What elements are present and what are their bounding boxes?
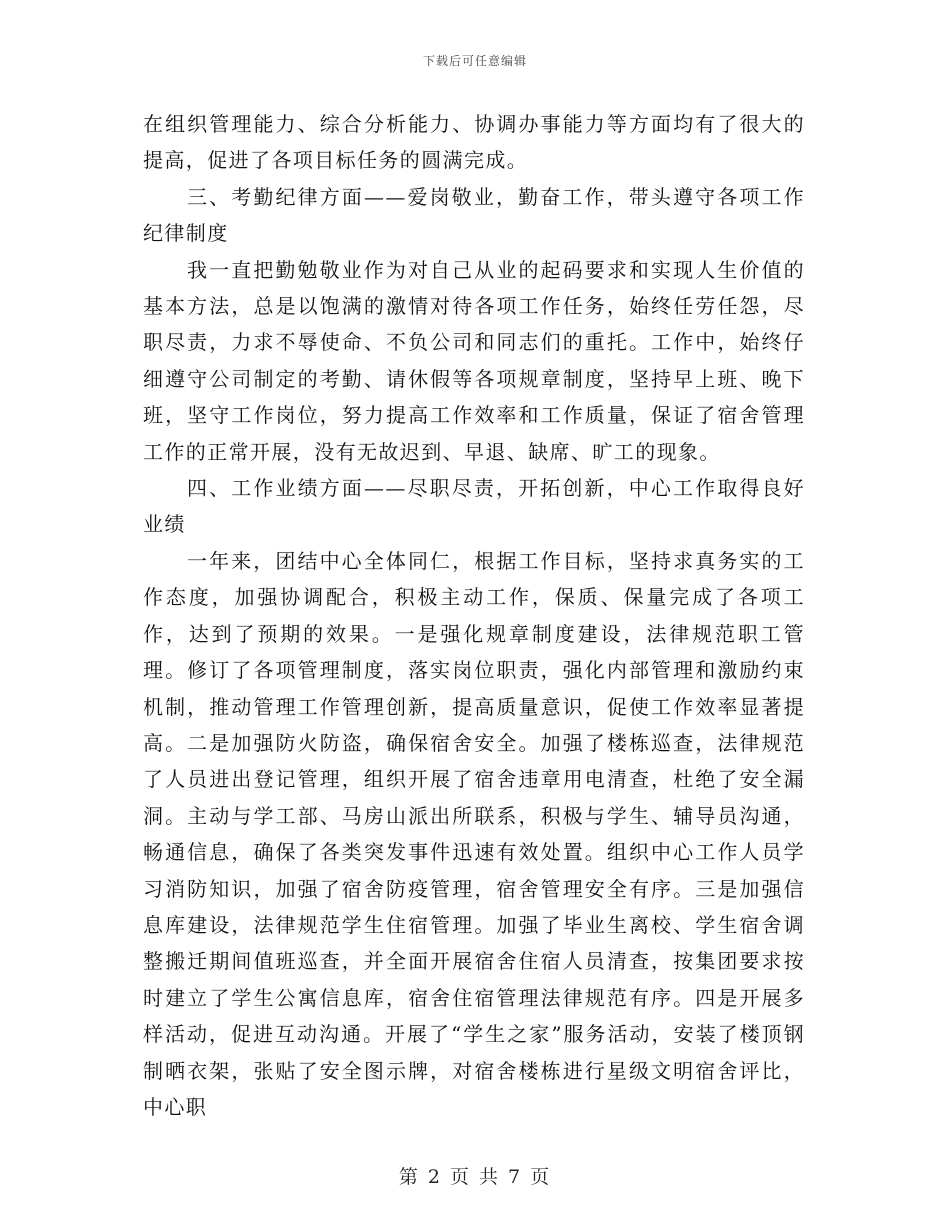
section-heading-performance: 四、工作业绩方面——尽职尽责，开拓创新，中心工作取得良好业绩: [143, 476, 805, 537]
paragraph-attendance: 我一直把勤勉敬业作为对自己从业的起码要求和实现人生价值的基本方法，总是以饱满的激情对待各项工作任务，始终任劳任怨，尽职尽责，力求不辱使命、不负公司和同志们的重托。工作中，始终仔细遵守公司制定的考勤、请休假等各项规章制度，坚持早上班、晚下班，坚守工作岗位，努力提高工作效率和工作质量，保证了宿舍管理工作的正常开展，没有无故迟到、早退、缺席、旷工的现象。: [143, 257, 805, 464]
paragraph-continuation: 在组织管理能力、综合分析能力、协调办事能力等方面均有了很大的提高，促进了各项目标任务的圆满完成。: [143, 112, 805, 173]
section-heading-attendance: 三、考勤纪律方面——爱岗敬业，勤奋工作，带头遵守各项工作纪律制度: [143, 184, 805, 246]
page-header: 下载后可任意编辑: [422, 54, 527, 68]
page-number: 第 2 页 共 7 页: [398, 1166, 552, 1188]
document-body: [143, 106, 805, 1125]
paragraph-performance: 一年来，团结中心全体同仁，根据工作目标，坚持求真务实的工作态度，加强协调配合，积极主动工作，保质、保量完成了各项工作，达到了预期的效果。一是强化规章制度建设，法律规范职工管理。修订了各项管理制度，落实岗位职责，强化内部管理和激励约束机制，推动管理工作管理创新，提高质量意识，促使工作效率显著提高。二是加强防火防盗，确保宿舍安全。加强了楼栋巡查，法律规范了人员进出登记管理，组织开展了宿舍违章用电清查，杜绝了安全漏洞。主动与学工部、马房山派出所联系，积极与学生、辅导员沟通，畅通信息，确保了各类突发事件迅速有效处置。组织中心工作人员学习消防知识，加强了宿舍防疫管理，宿舍管理安全有序。三是加强信息库建设，法律规范学生住宿管理。加强了毕业生离校、学生宿舍调整搬迁期间值班巡查，并全面开展宿舍住宿人员清查，按集团要求按时建立了学生公寓信息库，宿舍住宿管理法律规范有序。四是开展多样活动，促进互动沟通。开展了“学生之家”服务活动，安装了楼顶钢制晒衣架，张贴了安全图示牌，对宿舍楼栋进行星级文明宿舍评比，中心职: [143, 548, 805, 1119]
